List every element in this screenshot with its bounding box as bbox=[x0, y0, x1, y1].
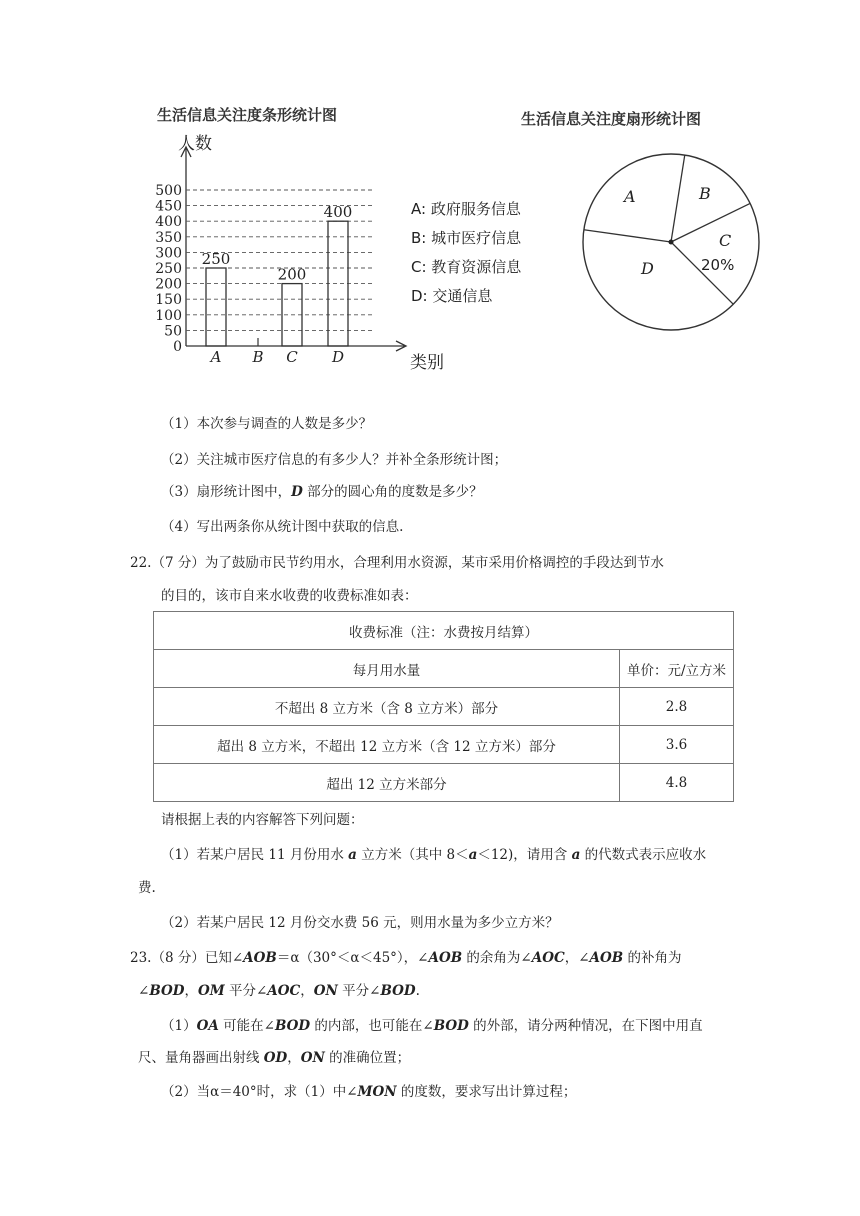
pie-label-a: A bbox=[624, 187, 636, 206]
x-tick-label: C bbox=[286, 348, 298, 366]
text-span: 的准确位置； bbox=[324, 1050, 411, 1066]
q21-sub3 bbox=[161, 486, 483, 500]
pie-slice-boundary bbox=[584, 230, 671, 242]
q21-sub4: （4）写出两条你从统计图中获取的信息. bbox=[161, 519, 404, 535]
x-tick-label: D bbox=[331, 348, 345, 366]
table-cell: 超出 12 立方米部分 bbox=[154, 764, 620, 802]
y-tick-label: 300 bbox=[155, 245, 182, 262]
table-cell: 不超出 8 立方米（含 8 立方米）部分 bbox=[154, 688, 620, 726]
q22-prompt: 请根据上表的内容解答下列问题： bbox=[161, 812, 364, 828]
var: AOB bbox=[428, 950, 463, 966]
fee-table-caption: 收费标准（注：水费按月结算） bbox=[154, 612, 734, 650]
text-span: （2）当α＝40°时，求（1）中∠ bbox=[161, 1084, 358, 1100]
y-tick-label: 250 bbox=[155, 261, 182, 277]
q22-sub1-line2: 费. bbox=[138, 880, 156, 896]
text-span: ， bbox=[287, 1050, 301, 1066]
y-tick-label: 200 bbox=[155, 276, 182, 293]
text-span: 的代数式表示应收水 bbox=[580, 847, 707, 863]
text-span: 的外部，请分两种情况，在下图中用直 bbox=[468, 1018, 703, 1034]
text-span: （1） bbox=[161, 1018, 197, 1034]
bar-chart-legend bbox=[411, 198, 521, 306]
var: BOD bbox=[149, 983, 185, 999]
text-span: 的度数，要求写出计算过程； bbox=[396, 1084, 577, 1100]
q21-sub2: （2）关注城市医疗信息的有多少人？并补全条形统计图； bbox=[161, 452, 508, 468]
fee-table-header-price: 单价：元/立方米 bbox=[620, 650, 734, 688]
text-span: ∠ bbox=[138, 983, 150, 999]
pie-chart bbox=[580, 140, 780, 340]
q23-stem-line2 bbox=[138, 985, 420, 999]
table-row bbox=[154, 726, 734, 764]
pie-center bbox=[669, 240, 674, 245]
text-span: ， bbox=[184, 983, 198, 999]
var-a: a bbox=[468, 847, 478, 863]
bar-value-label: 400 bbox=[323, 203, 353, 222]
fee-table-header-range: 每月用水量 bbox=[154, 650, 620, 688]
var: OM bbox=[197, 983, 225, 999]
table-cell: 超出 8 立方米，不超出 12 立方米（含 12 立方米）部分 bbox=[154, 726, 620, 764]
text-span: ，∠ bbox=[564, 950, 590, 966]
bar-value-label: 250 bbox=[201, 250, 231, 268]
legend-item-c: C: 教育资源信息 bbox=[411, 258, 522, 276]
x-axis-label: 类别 bbox=[410, 353, 444, 373]
text-span: 尺、量角器画出射线 bbox=[138, 1050, 264, 1066]
q23-sub1-line2 bbox=[138, 1052, 410, 1066]
q23-stem-line1 bbox=[130, 952, 682, 966]
x-tick-label: A bbox=[210, 348, 222, 366]
text-span: ＜12)，请用含 bbox=[477, 847, 572, 863]
var-a: a bbox=[348, 847, 357, 863]
text-span: 23.（8 分）已知∠ bbox=[130, 950, 244, 966]
pie-chart-title: 生活信息关注度扇形统计图 bbox=[521, 110, 702, 128]
table-cell: 4.8 bbox=[620, 764, 734, 802]
q23-sub2 bbox=[161, 1086, 576, 1100]
y-tick-label: 500 bbox=[155, 183, 182, 199]
legend-item-d: D: 交通信息 bbox=[411, 287, 493, 305]
var: BOD bbox=[433, 1018, 469, 1034]
y-tick-label: 50 bbox=[164, 323, 182, 340]
var: AOC bbox=[531, 950, 565, 966]
pie-label-b: B bbox=[699, 184, 711, 203]
bar-chart-title: 生活信息关注度条形统计图 bbox=[157, 106, 338, 124]
q22-stem-line1: 22.（7 分）为了鼓励市民节约用水，合理利用水资源，某市采用价格调控的手段达到节水 bbox=[130, 555, 664, 571]
q21-sub3-var: D bbox=[291, 484, 303, 500]
pie-slice-boundary bbox=[671, 203, 750, 242]
var: OA bbox=[196, 1018, 219, 1034]
q22-sub1 bbox=[161, 849, 706, 863]
table-row bbox=[154, 612, 734, 650]
var: BOD bbox=[274, 1018, 311, 1034]
var: ON bbox=[313, 983, 338, 999]
pie-value-label-c: 20% bbox=[701, 256, 735, 274]
x-tick-label: B bbox=[252, 348, 264, 366]
bar-value-label: 200 bbox=[277, 265, 307, 284]
y-tick-label: 400 bbox=[155, 214, 182, 231]
legend-item-b: B: 城市医疗信息 bbox=[411, 229, 522, 247]
fee-table bbox=[153, 611, 734, 802]
var: MON bbox=[357, 1084, 397, 1100]
y-tick-label: 0 bbox=[173, 339, 182, 355]
table-cell: 2.8 bbox=[620, 688, 734, 726]
text-span: ＝α（30°＜α＜45°），∠ bbox=[276, 950, 429, 966]
text-span: 平分∠ bbox=[224, 983, 268, 999]
text-span: 平分∠ bbox=[337, 983, 381, 999]
text-span: （1）若某户居民 11 月份用水 bbox=[161, 847, 349, 863]
y-tick-label: 450 bbox=[155, 198, 182, 215]
y-tick-label: 350 bbox=[155, 229, 182, 246]
table-row bbox=[154, 688, 734, 726]
var: AOB bbox=[589, 950, 624, 966]
table-row bbox=[154, 764, 734, 802]
var-a: a bbox=[571, 847, 581, 863]
table-row bbox=[154, 650, 734, 688]
var: BOD bbox=[380, 983, 416, 999]
y-tick-label: 150 bbox=[155, 292, 182, 309]
text-span: 的内部，也可能在∠ bbox=[310, 1018, 434, 1034]
legend-item-a: A: 政府服务信息 bbox=[411, 200, 521, 218]
bar-a bbox=[206, 268, 226, 346]
var: ON bbox=[300, 1050, 325, 1066]
text-span: 立方米（其中 8＜ bbox=[356, 847, 469, 863]
var: OD bbox=[263, 1050, 288, 1066]
text-span: ， bbox=[300, 983, 314, 999]
var: AOB bbox=[243, 950, 277, 966]
q22-stem-line2: 的目的，该市自来水收费的收费标准如表： bbox=[161, 588, 418, 604]
bar-d bbox=[328, 221, 348, 346]
text-span: . bbox=[415, 983, 420, 999]
pie-label-d: D bbox=[641, 259, 654, 278]
y-axis-label: 人数 bbox=[178, 134, 212, 154]
pie-slice-boundary bbox=[671, 155, 685, 242]
table-cell: 3.6 bbox=[620, 726, 734, 764]
text-span: 的补角为 bbox=[623, 950, 682, 966]
var: AOC bbox=[267, 983, 301, 999]
q21-sub1: （1）本次参与调查的人数是多少？ bbox=[161, 416, 373, 432]
y-tick-label: 100 bbox=[155, 307, 182, 324]
q23-sub1 bbox=[161, 1020, 703, 1034]
q21-sub3-text2: 部分的圆心角的度数是多少？ bbox=[302, 484, 483, 500]
text-span: 的余角为∠ bbox=[462, 950, 532, 966]
q22-sub2: （2）若某户居民 12 月份交水费 56 元，则用水量为多少立方米？ bbox=[161, 915, 559, 931]
q21-sub3-text: （3）扇形统计图中， bbox=[161, 484, 292, 500]
pie-label-c: C bbox=[719, 231, 732, 250]
text-span: 可能在∠ bbox=[218, 1018, 275, 1034]
